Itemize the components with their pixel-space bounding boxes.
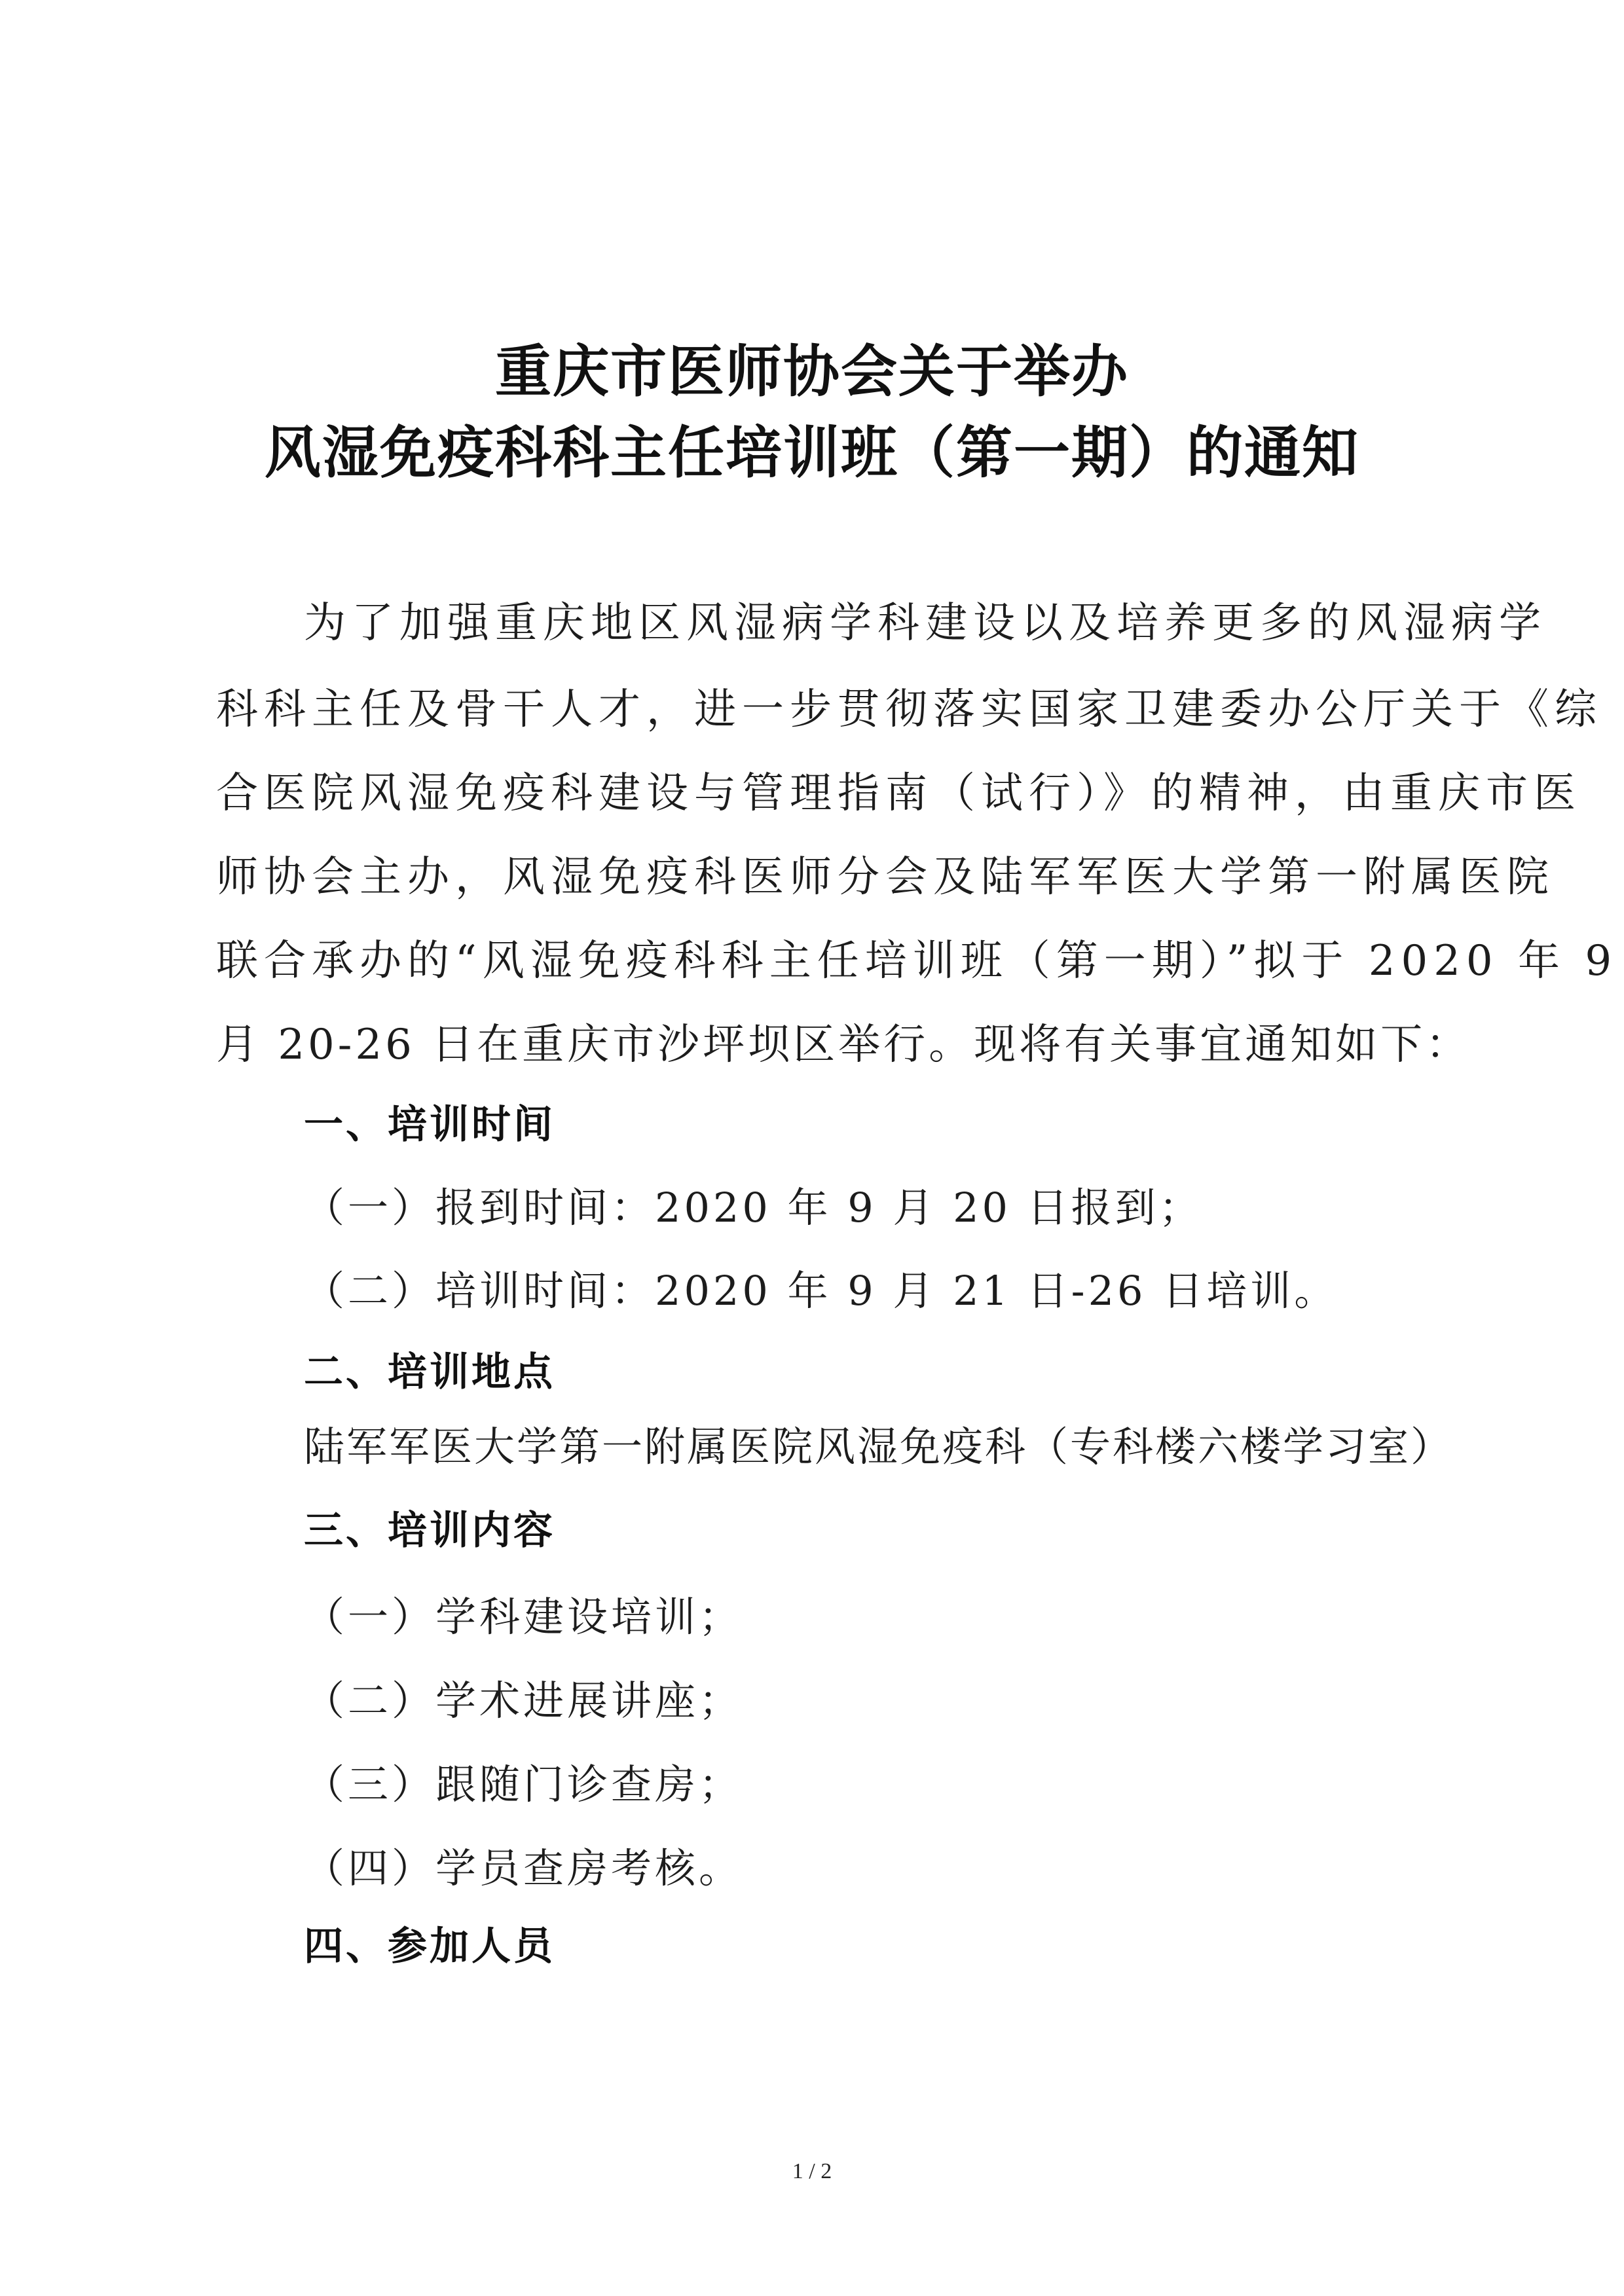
list-item: （二）学术进展讲座； [304, 1677, 743, 1724]
section-heading-training-content: 三、培训内容 [304, 1508, 555, 1554]
intro-paragraph-line: 合医院风湿免疫科建设与管理指南（试行）》的精神，由重庆市医 [216, 769, 1581, 818]
section-heading-training-time: 一、培训时间 [304, 1102, 555, 1148]
section-heading-participants: 四、参加人员 [304, 1923, 555, 1969]
list-item: （一）学科建设培训； [304, 1593, 743, 1641]
document-title-line-2: 风湿免疫科科主任培训班（第一期）的通知 [265, 420, 1359, 486]
training-location-text: 陆军军医大学第一附属医院风湿免疫科（专科楼六楼学习室） [304, 1423, 1454, 1470]
list-item: （一）报到时间：2020 年 9 月 20 日报到； [304, 1184, 1203, 1231]
intro-paragraph-line: 联合承办的“风湿免疫科科主任培训班（第一期）”拟于 2020 年 9 [216, 937, 1618, 985]
list-item: （三）跟随门诊查房； [304, 1760, 743, 1808]
list-item: （二）培训时间：2020 年 9 月 21 日-26 日培训。 [304, 1267, 1338, 1315]
page-number: 1 / 2 [792, 2159, 832, 2183]
list-item: （四）学员查房考核。 [304, 1844, 743, 1892]
intro-paragraph-line: 月 20-26 日在重庆市沙坪坝区举行。现将有关事宜通知如下： [216, 1021, 1471, 1069]
document-title-line-1: 重庆市医师协会关于举办 [495, 338, 1129, 405]
intro-paragraph-line: 为了加强重庆地区风湿病学科建设以及培养更多的风湿病学 [304, 599, 1547, 647]
intro-paragraph-line: 科科主任及骨干人才，进一步贯彻落实国家卫建委办公厅关于《综 [216, 685, 1602, 734]
section-heading-training-location: 二、培训地点 [304, 1349, 555, 1395]
intro-paragraph-line: 师协会主办，风湿免疫科医师分会及陆军军医大学第一附属医院 [216, 853, 1555, 902]
